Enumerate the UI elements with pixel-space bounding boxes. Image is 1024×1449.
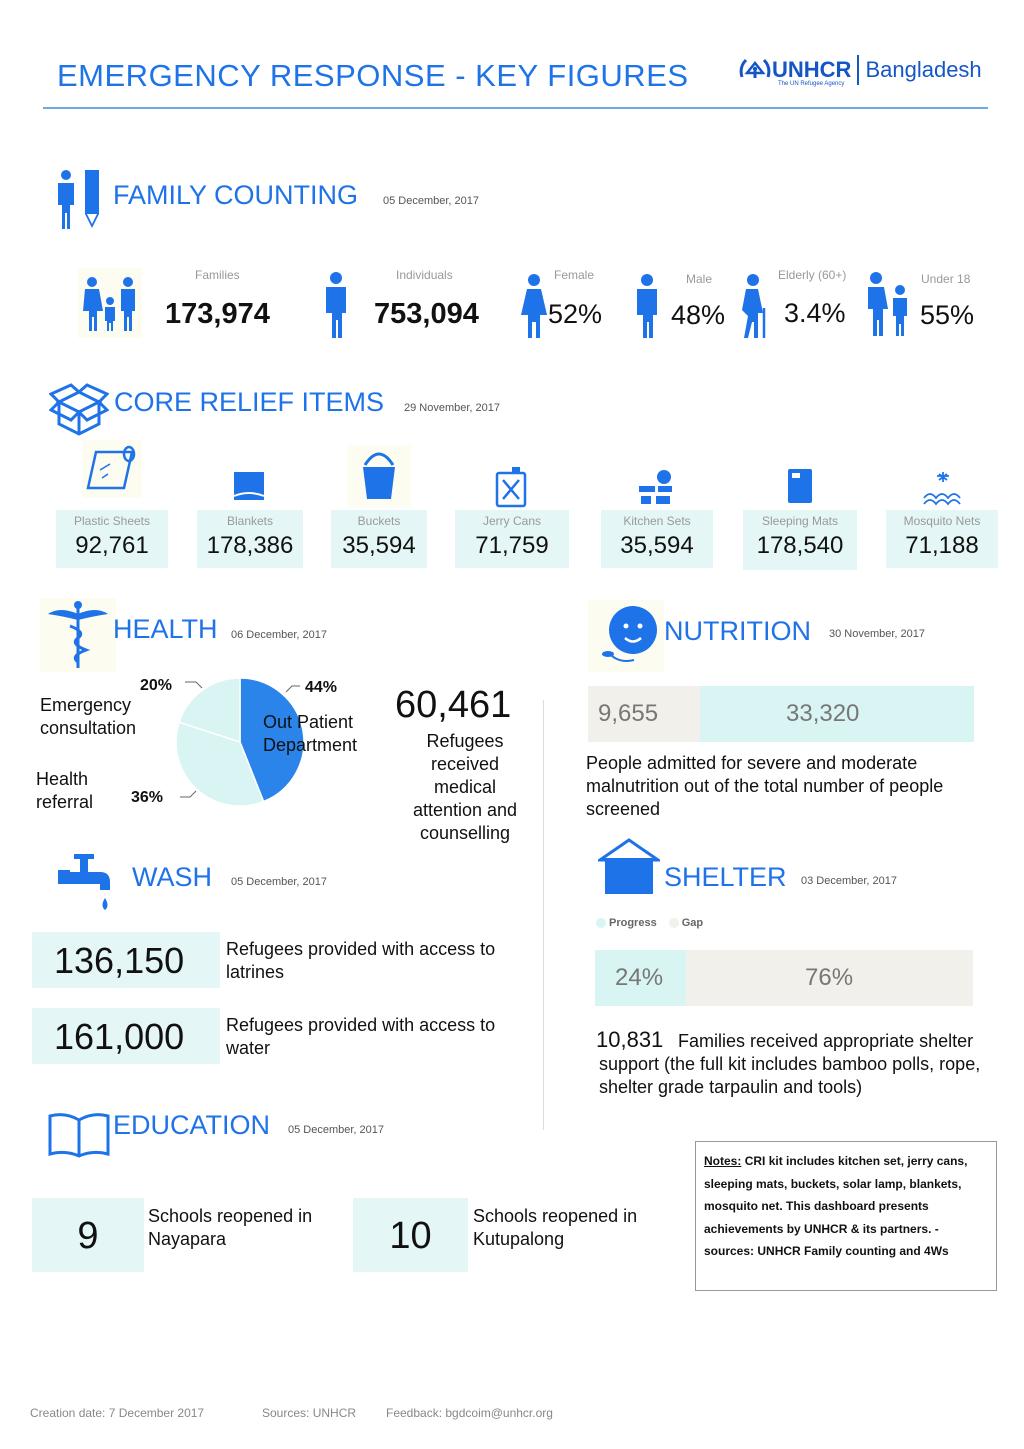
- wash-latrines-box: [32, 932, 220, 988]
- cri-item-value: 92,761: [75, 532, 149, 559]
- shelter-progress-pct: 24%: [615, 964, 664, 991]
- wash-water-text: Refugees provided with access to water: [226, 1015, 496, 1058]
- mosquito-net-icon: [920, 468, 966, 508]
- notes-heading: Notes:: [704, 1154, 742, 1168]
- education-nayapara-value: 9: [77, 1215, 99, 1257]
- kitchen-set-icon: [636, 468, 676, 506]
- male-label: Male: [686, 272, 713, 286]
- families-value: 173,974: [165, 298, 270, 330]
- sleeping-mat-icon: [787, 468, 813, 504]
- open-book-icon: [47, 1112, 111, 1158]
- male-value: 48%: [671, 300, 726, 330]
- female-label: Female: [554, 268, 595, 282]
- footer-feedback[interactable]: Feedback: bgdcoim@unhcr.org: [386, 1406, 553, 1420]
- cri-item-plastic-sheets: [56, 510, 168, 568]
- nutrition-bar: [588, 686, 974, 742]
- cri-item-label: Mosquito Nets: [903, 514, 981, 528]
- cri-item-mosquito-nets: [886, 510, 998, 568]
- logo-country: Bangladesh: [865, 57, 982, 82]
- individuals-value: 753,094: [374, 298, 479, 330]
- legend-gap-swatch: [669, 918, 679, 928]
- pie-label-referral-pct: 36%: [131, 789, 164, 806]
- jerry-can-icon: [494, 466, 528, 508]
- cri-item-label: Kitchen Sets: [623, 514, 691, 528]
- children-icon: [862, 270, 914, 336]
- cri-item-label: Blankets: [226, 514, 274, 528]
- family-icon: [78, 268, 142, 338]
- female-value: 52%: [548, 299, 603, 329]
- shelter-house-icon: [598, 836, 660, 896]
- under18-label: Under 18: [921, 272, 971, 286]
- cri-item-label: Plastic Sheets: [73, 514, 151, 528]
- cri-item-label: Buckets: [357, 514, 401, 528]
- education-kutupalong-box: [353, 1198, 468, 1272]
- male-icon: [634, 272, 660, 338]
- pie-label-emergency-pct: 20%: [140, 677, 173, 694]
- child-face-icon: [588, 600, 664, 672]
- water-tap-icon: [56, 852, 120, 916]
- health-big-value: 60,461: [395, 684, 512, 726]
- shelter-title: SHELTER: [664, 862, 787, 892]
- families-label: Families: [195, 268, 240, 282]
- cri-item-label: Sleeping Mats: [761, 514, 839, 528]
- unhcr-logo: [738, 52, 982, 88]
- cri-item-label: Jerry Cans: [482, 514, 541, 528]
- cri-item-value: 178,386: [206, 532, 294, 559]
- health-big-caption: Refugees received medical attention and counselling: [412, 731, 518, 843]
- nutrition-screened-value: 33,320: [786, 700, 860, 727]
- cri-title: CORE RELIEF ITEMS: [114, 387, 385, 417]
- cri-item-buckets: [331, 510, 427, 568]
- education-kutupalong-text: Schools reopened in Kutupalong: [473, 1206, 638, 1249]
- health-title: HEALTH: [113, 614, 218, 644]
- family-counting-title: FAMILY COUNTING: [113, 180, 359, 210]
- nutrition-title: NUTRITION: [664, 616, 811, 646]
- pie-label-emergency: Emergency consultation: [40, 695, 137, 738]
- cri-item-kitchen-sets: [601, 510, 713, 568]
- logo-tagline: The UN Refugee Agency: [778, 81, 845, 87]
- family-counting-icon: [52, 168, 106, 232]
- cri-box-icon: [49, 382, 109, 436]
- education-date: 05 December, 2017: [288, 1124, 385, 1136]
- shelter-legend: [596, 917, 703, 929]
- cri-date: 29 November, 2017: [404, 402, 501, 414]
- wash-latrines-value: 136,150: [54, 940, 185, 981]
- under18-value: 55%: [920, 300, 975, 330]
- cri-item-value: 35,594: [342, 532, 416, 559]
- elderly-icon: [738, 272, 772, 338]
- shelter-families-value: 10,831: [596, 1027, 664, 1052]
- cri-item-value: 35,594: [620, 532, 694, 559]
- wash-date: 05 December, 2017: [231, 876, 328, 888]
- page-title: EMERGENCY RESPONSE - KEY FIGURES: [57, 58, 689, 93]
- individual-icon: [323, 270, 349, 338]
- shelter-date: 03 December, 2017: [801, 875, 898, 887]
- footer-sources: Sources: UNHCR: [262, 1406, 357, 1420]
- logo-mark: UNHCR: [772, 57, 852, 82]
- legend-progress-label: Progress: [609, 917, 657, 929]
- health-date: 06 December, 2017: [231, 629, 328, 641]
- plastic-sheet-icon: [82, 440, 142, 498]
- unhcr-emblem-icon: [738, 55, 772, 85]
- nutrition-date: 30 November, 2017: [829, 628, 926, 640]
- cri-item-value: 178,540: [756, 532, 844, 559]
- wash-latrines-text: Refugees provided with access to latrines: [226, 939, 496, 982]
- cri-item-value: 71,759: [475, 532, 549, 559]
- shelter-bar: [595, 950, 973, 1006]
- female-icon: [520, 272, 548, 338]
- education-kutupalong-value: 10: [389, 1215, 432, 1257]
- header-divider: [43, 107, 988, 109]
- education-title: EDUCATION: [113, 1110, 271, 1140]
- shelter-families-text: Families received appropriate shelter support (the full kit includes bamboo polls, rope, shelter grade tarpaulin and tools): [599, 1031, 981, 1097]
- notes-text: CRI kit includes kitchen set, jerry cans, sleeping mats, buckets, solar lamp, blankets, mosquito net. This dashboard presents achievements by UNHCR & its partners. - sources: UNHCR Family counting and 4Ws: [704, 1154, 968, 1258]
- cri-item-value: 71,188: [905, 532, 979, 559]
- pie-label-outpatient: Out Patient Department: [263, 712, 358, 755]
- education-nayapara-text: Schools reopened in Nayapara: [148, 1206, 313, 1249]
- cri-item-jerry-cans: [455, 510, 569, 568]
- bucket-icon: [347, 445, 411, 507]
- elderly-label: Elderly (60+): [778, 268, 847, 282]
- column-divider: [543, 700, 544, 1130]
- family-counting-date: 05 December, 2017: [383, 195, 480, 207]
- cri-item-sleeping-mats: [743, 510, 857, 570]
- shelter-gap-pct: 76%: [805, 964, 854, 991]
- wash-water-value: 161,000: [54, 1016, 185, 1057]
- caduceus-icon: [40, 598, 116, 672]
- nutrition-caption: People admitted for severe and moderate malnutrition out of the total number of people screened: [586, 753, 944, 819]
- notes-box: [695, 1141, 997, 1291]
- legend-gap-label: Gap: [681, 917, 704, 929]
- families-icon-bg: [78, 268, 142, 338]
- elderly-value: 3.4%: [784, 298, 846, 328]
- footer-creation-date: Creation date: 7 December 2017: [30, 1406, 205, 1420]
- pie-label-referral: Health referral: [36, 769, 94, 812]
- wash-title: WASH: [132, 862, 212, 892]
- wash-water-box: [32, 1008, 220, 1064]
- blanket-icon: [232, 468, 266, 504]
- legend-progress-swatch: [596, 918, 606, 928]
- education-nayapara-box: [32, 1198, 144, 1272]
- cri-item-blankets: [197, 510, 303, 568]
- nutrition-admitted-value: 9,655: [598, 700, 659, 727]
- pie-label-outpatient-pct: 44%: [305, 679, 338, 696]
- individuals-label: Individuals: [396, 268, 453, 282]
